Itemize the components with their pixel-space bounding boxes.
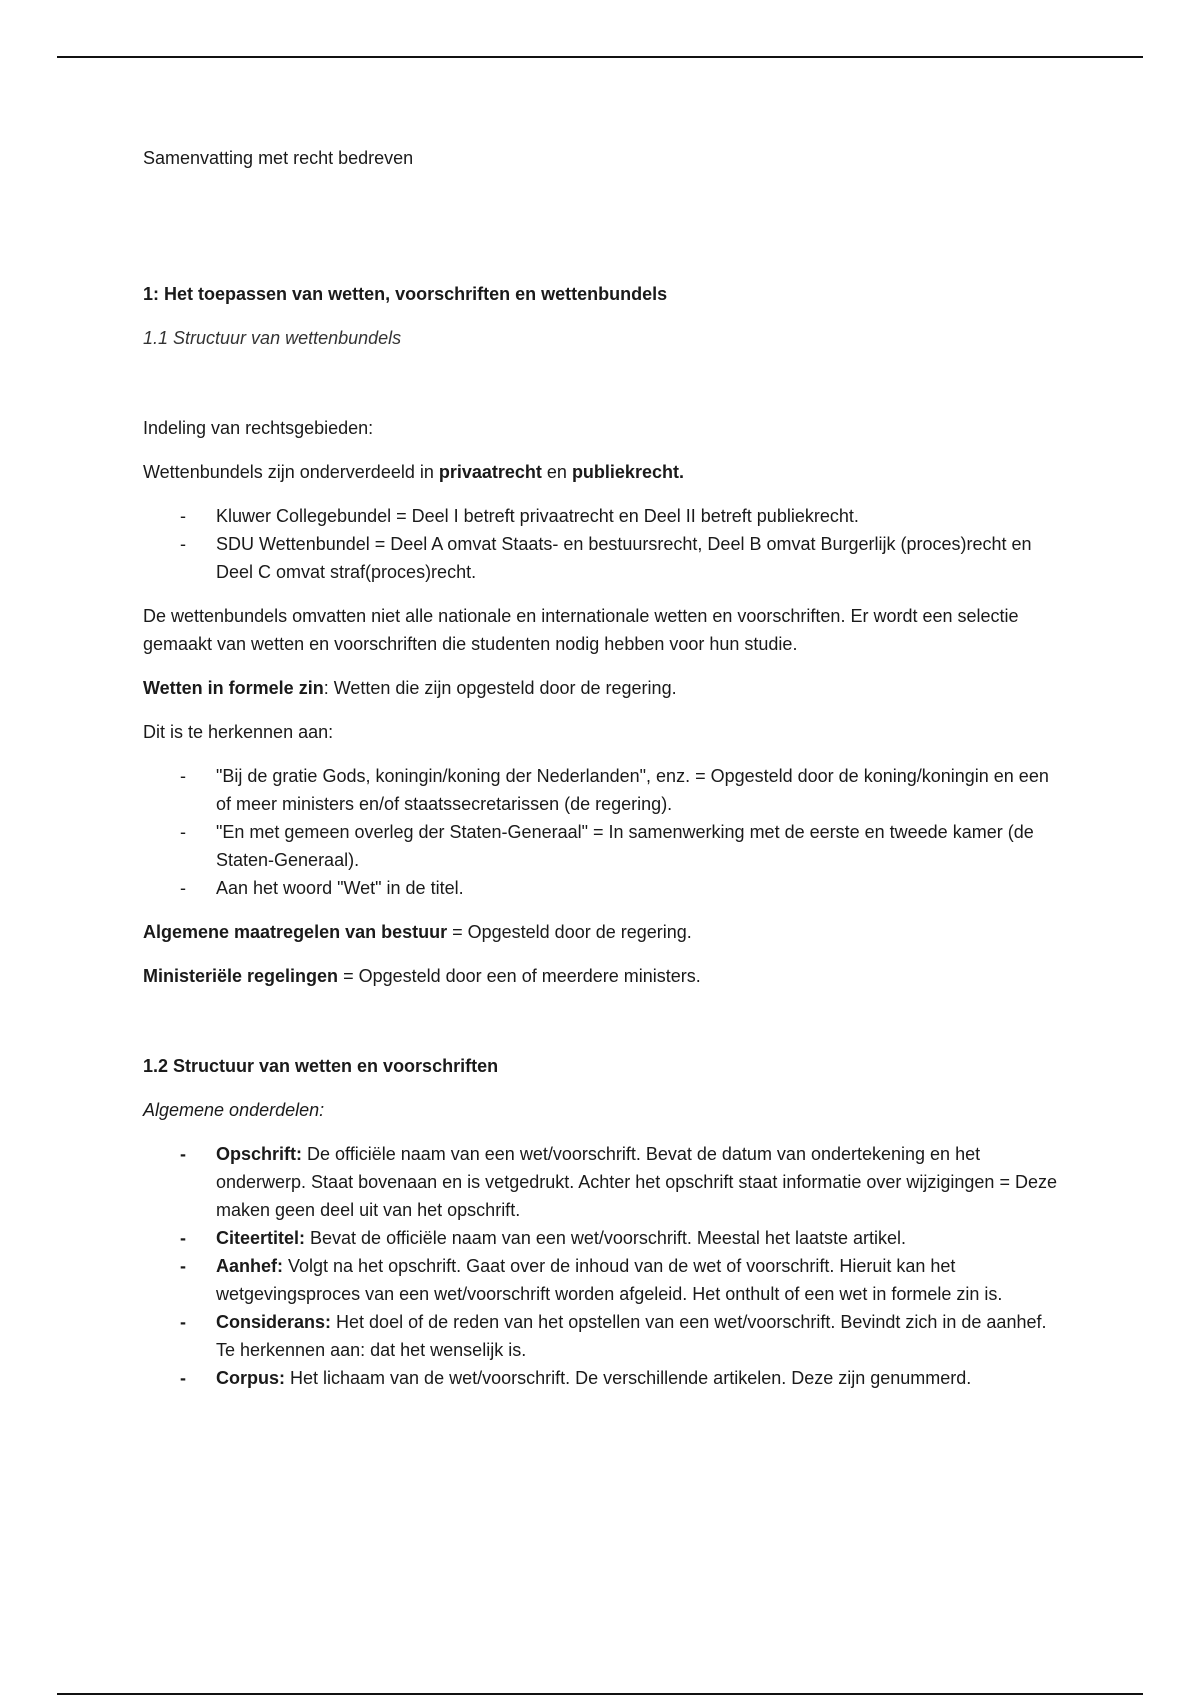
bullet-marker: - <box>180 822 186 842</box>
general-parts-list <box>143 1140 1063 1392</box>
list-item: - Considerans: Het doel of de reden van het opstellen van een wet/voorschrift. Bevindt zich in de aanhef. Te herkennen aan: dat het wenselijk is. <box>143 1308 1063 1364</box>
section-1-heading: 1: Het toepassen van wetten, voorschriften en wettenbundels <box>143 284 668 304</box>
section-1-2-heading: 1.2 Structuur van wetten en voorschriften <box>143 1056 499 1076</box>
bullet-marker: - <box>180 1144 186 1164</box>
amvb-paragraph: Algemene maatregelen van bestuur = Opgesteld door de regering. <box>143 922 692 942</box>
list-item: - Kluwer Collegebundel = Deel I betreft privaatrecht en Deel II betreft publiekrecht. <box>143 502 1063 530</box>
bullet-marker: - <box>180 534 186 554</box>
formal-law-paragraph: Wetten in formele zin: Wetten die zijn opgesteld door de regering. <box>143 678 677 698</box>
bullet-marker: - <box>180 1312 186 1332</box>
list-item: - Corpus: Het lichaam van de wet/voorschrift. De verschillende artikelen. Deze zijn genummerd. <box>143 1364 1063 1392</box>
list-item: - "Bij de gratie Gods, koningin/koning der Nederlanden", enz. = Opgesteld door de koning/koningin en een of meer ministers en/of staatssecretarissen (de regering). <box>143 762 1063 818</box>
bullet-marker: - <box>180 1368 186 1388</box>
bullet-marker: - <box>180 878 186 898</box>
bundles-list <box>143 502 1063 586</box>
selection-paragraph: De wettenbundels omvatten niet alle nationale en internationale wetten en voorschriften. Er wordt een selectie gemaakt van wetten en voorschriften die studenten nodig hebben voor hun studie. <box>143 606 1019 654</box>
list-item: - Aanhef: Volgt na het opschrift. Gaat over de inhoud van de wet of voorschrift. Hieruit kan het wetgevingsproces van een wet/voorschrift worden afgeleid. Het onthult of een wet in formele zin is. <box>143 1252 1063 1308</box>
bullet-marker: - <box>180 766 186 786</box>
list-item: - Opschrift: De officiële naam van een wet/voorschrift. Bevat de datum van ondertekening en het onderwerp. Staat bovenaan en is vetgedrukt. Achter het opschrift staat informatie over wijzigingen = Deze maken geen deel uit van het opschrift. <box>143 1140 1063 1224</box>
recognize-label: Dit is te herkennen aan: <box>143 722 334 742</box>
bullet-marker: - <box>180 1256 186 1276</box>
section-1-1-subheading: 1.1 Structuur van wettenbundels <box>143 328 402 348</box>
ministerial-paragraph: Ministeriële regelingen = Opgesteld door een of meerdere ministers. <box>143 966 701 986</box>
list-item: - "En met gemeen overleg der Staten-Generaal" = In samenwerking met de eerste en tweede kamer (de Staten-Generaal). <box>143 818 1063 874</box>
list-item: - SDU Wettenbundel = Deel A omvat Staats- en bestuursrecht, Deel B omvat Burgerlijk (proces)recht en Deel C omvat straf(proces)recht. <box>143 530 1063 586</box>
intro-paragraph: Wettenbundels zijn onderverdeeld in privaatrecht en publiekrecht. <box>143 462 684 482</box>
list-item: - Aan het woord "Wet" in de titel. <box>143 874 1063 902</box>
recognize-list <box>143 762 1063 902</box>
document-body <box>143 144 1063 1408</box>
list-item: - Citeertitel: Bevat de officiële naam van een wet/voorschrift. Meestal het laatste artikel. <box>143 1224 1063 1252</box>
indeling-label: Indeling van rechtsgebieden: <box>143 418 374 438</box>
bullet-marker: - <box>180 506 186 526</box>
footer-rule <box>57 1693 1143 1695</box>
document-title: Samenvatting met recht bedreven <box>143 148 414 168</box>
general-parts-label: Algemene onderdelen: <box>143 1100 325 1120</box>
header-rule <box>57 56 1143 58</box>
bullet-marker: - <box>180 1228 186 1248</box>
